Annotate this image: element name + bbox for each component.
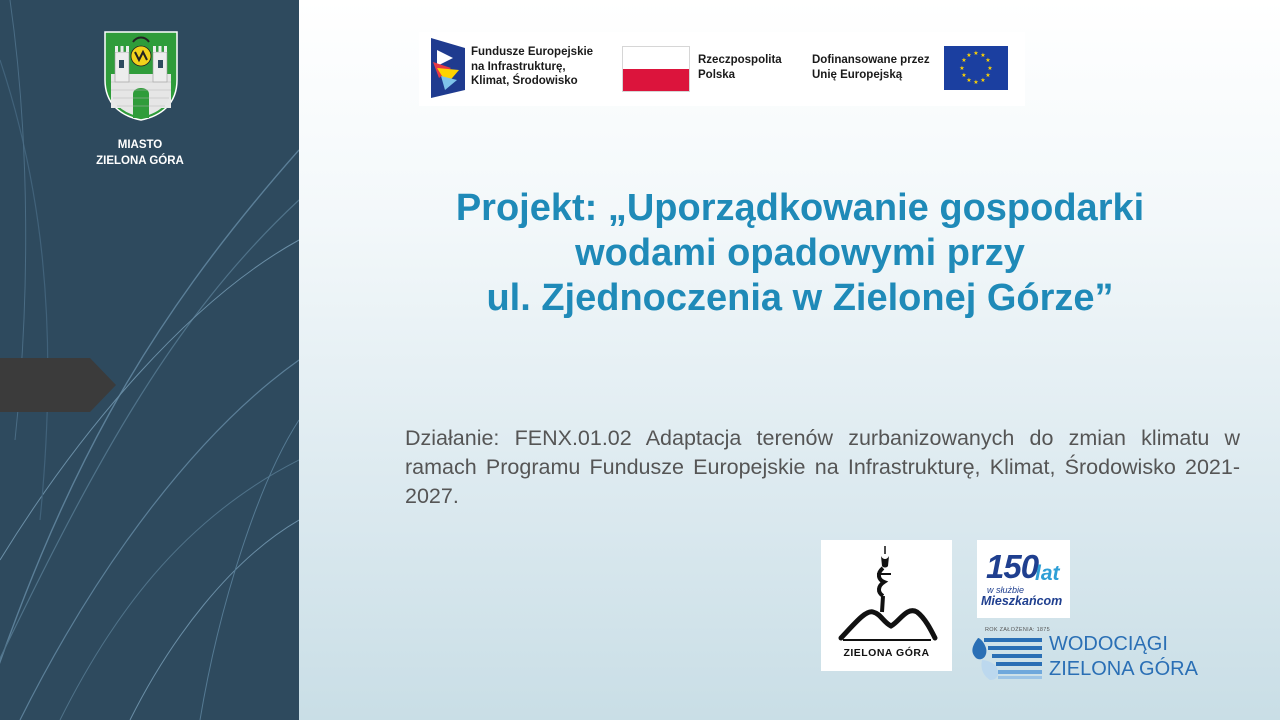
svg-text:★: ★ <box>973 79 979 86</box>
city-label-line1: MIASTO <box>117 139 163 151</box>
zg-logo-label: ZIELONA GÓRA <box>843 647 930 659</box>
wodociagi-name-line1: WODOCIĄGI <box>1049 633 1168 655</box>
anniversary-word: lat <box>1035 562 1060 585</box>
title-line1: Projekt: „Uporządkowanie gospodarki <box>455 187 1145 229</box>
sidebar <box>0 0 299 720</box>
anniversary-small: w służbie <box>987 585 1025 595</box>
anniversary-bottom: Mieszkańcom <box>981 594 1063 608</box>
eu-logo-text <box>812 53 930 82</box>
eu-line2: Unię Europejską <box>812 68 903 81</box>
svg-text:★: ★ <box>966 77 972 84</box>
title-line2: wodami opadowymi przy <box>575 232 1025 274</box>
eu-line1: Dofinansowane przez <box>812 54 930 66</box>
fe-logo-text <box>471 45 593 89</box>
svg-text:★: ★ <box>973 50 979 57</box>
anniversary-number: 150 <box>986 548 1039 585</box>
polish-flag-icon <box>622 46 690 92</box>
anniversary-logo <box>977 540 1070 618</box>
rp-line1: Rzeczpospolita <box>698 54 782 66</box>
city-label <box>70 137 210 169</box>
title-line3: ul. Zjednoczenia w Zielonej Górze” <box>486 277 1114 319</box>
fe-line1: Fundusze Europejskie <box>471 46 594 58</box>
fe-line3: Klimat, Środowisko <box>471 75 578 87</box>
svg-text:★: ★ <box>980 52 986 59</box>
rp-logo-text <box>698 53 782 82</box>
funding-logos-strip <box>419 32 1025 106</box>
wodociagi-logo <box>968 626 1228 682</box>
city-crest-icon <box>103 30 179 122</box>
tower-hills-icon <box>821 540 952 646</box>
svg-text:★: ★ <box>961 72 967 79</box>
fe-logo-icon <box>431 38 465 98</box>
svg-text:★: ★ <box>961 57 967 64</box>
svg-text:★: ★ <box>966 52 972 59</box>
city-label-line2: ZIELONA GÓRA <box>96 155 184 167</box>
wodociagi-name-line2: ZIELONA GÓRA <box>1049 658 1198 680</box>
zielona-gora-logo <box>821 540 952 671</box>
action-description: Działanie: FENX.01.02 Adaptacja terenów zurbanizowanych do zmian klimatu w ramach Programu Fundusze Europejskie na Infrastrukturę, Klimat, Środowisko 2021-2027. <box>405 426 1240 508</box>
arrow-tab <box>0 358 116 412</box>
rp-line2: Polska <box>698 68 736 81</box>
eu-flag-icon <box>944 46 1008 90</box>
svg-text:★: ★ <box>987 65 993 72</box>
page-title <box>340 186 1260 321</box>
svg-text:★: ★ <box>985 57 991 64</box>
fe-line2: na Infrastrukturę, <box>471 60 566 73</box>
svg-text:★: ★ <box>985 72 991 79</box>
svg-text:★: ★ <box>980 77 986 84</box>
svg-text:★: ★ <box>959 65 965 72</box>
wodociagi-year: ROK ZAŁOŻENIA: 1875 <box>985 627 1050 633</box>
water-drop-icon <box>968 626 1046 682</box>
